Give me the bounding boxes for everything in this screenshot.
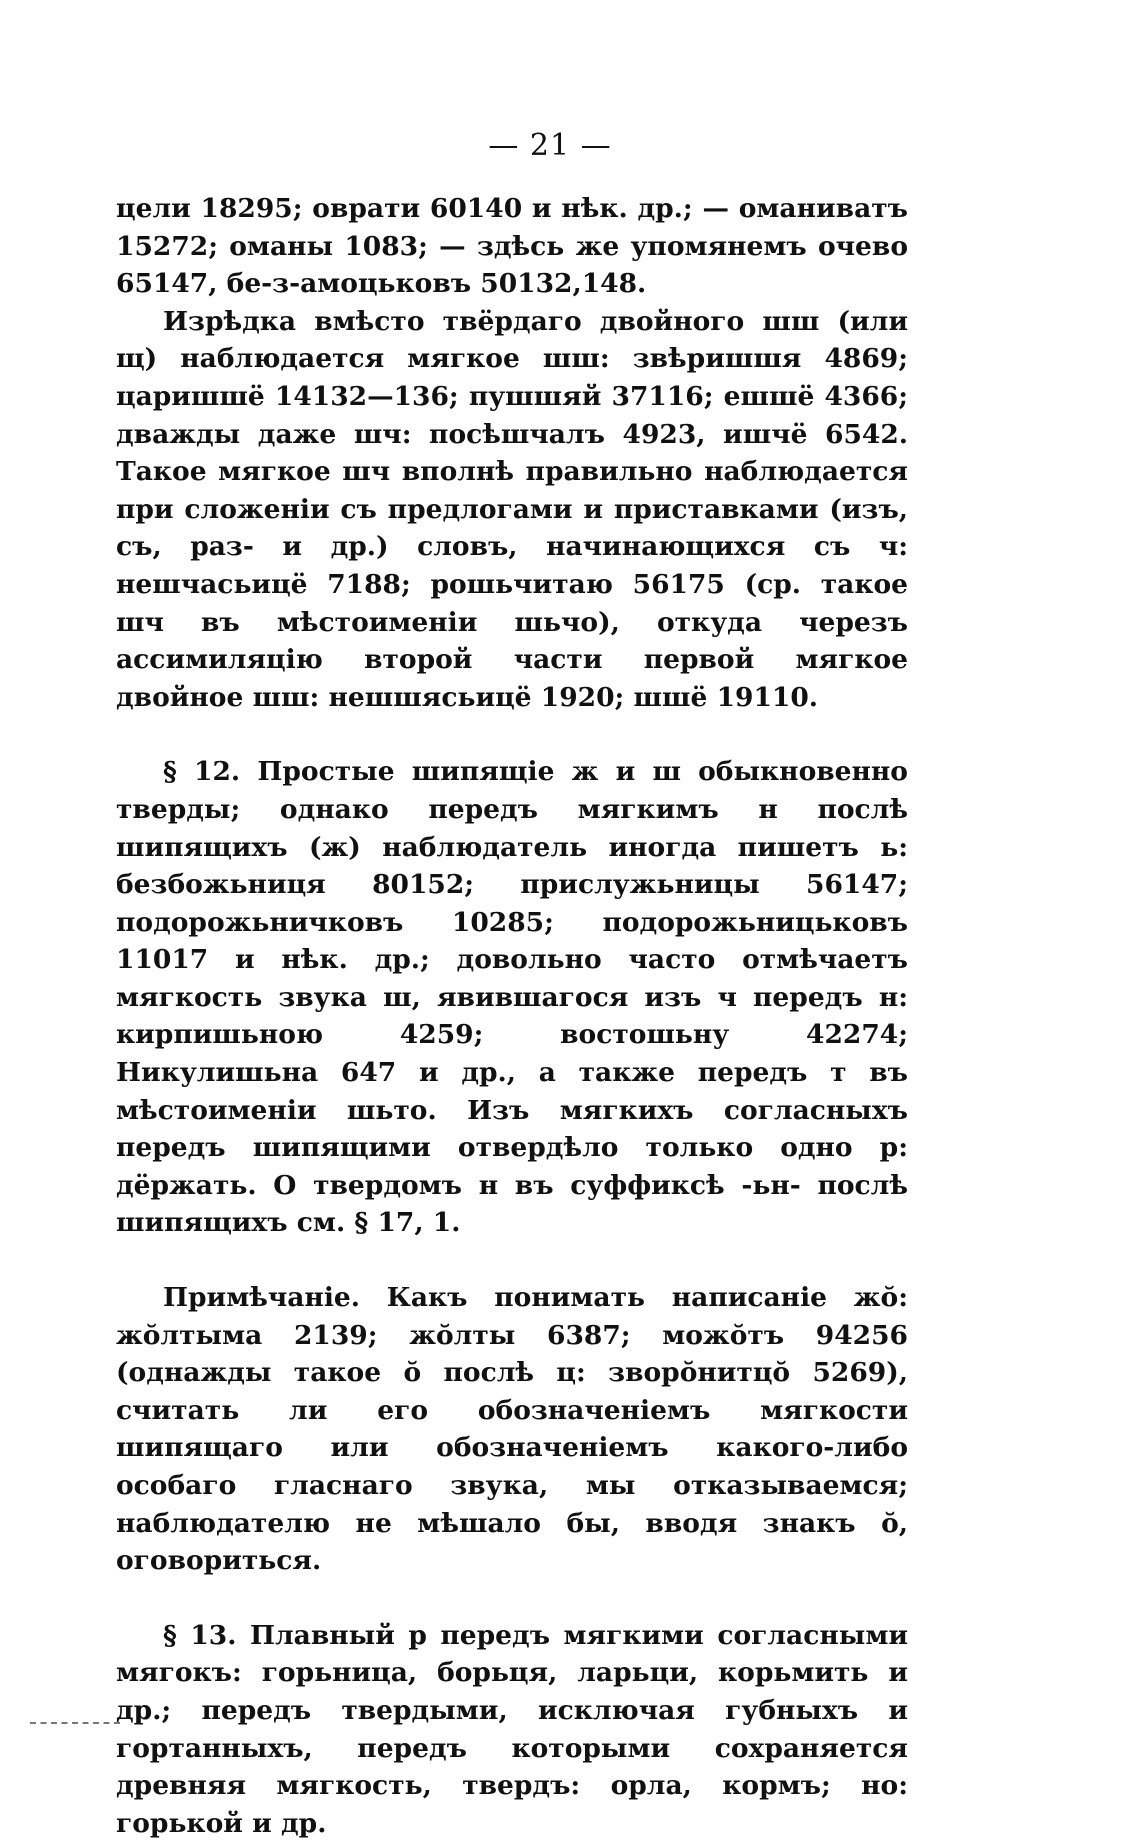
paragraph-1: цели 18295; оврати 60140 и нѣк. др.; — оманиватъ 15272; оманы 1083; — здѣсь же упомянемъ очево 65147, бе-з-амоцьковъ 50132,148.: [116, 193, 908, 300]
paragraph-section-13: § 13. Плавный р передъ мягкими согласными мягокъ: горьница, борьця, ларьци, корьмить и др.; передъ твердыми, исключая губныхъ и гортанныхъ, передъ которыми сохраняется древняя мягкость, твердъ: орла, кормъ; но: горькой и др.: [116, 1619, 908, 1839]
margin-mark: [30, 1722, 120, 1724]
paragraph-section-12: § 12. Простые шипящіе ж и ш обыкновенно тверды; однако передъ мягкимъ н послѣ шипящихъ (ж) наблюдатель иногда пишетъ ь: безбожьниця 80152; прислужьницы 56147; подорожьничковъ 10285; подорожьницьковъ 11017 и нѣк. др.; довольно часто отмѣчаетъ мягкость звука ш, явившагося изъ ч передъ н: кирпишьною 4259; востошьну 42274; Никулишьна 647 и др., а также передъ т въ мѣстоименіи шьто. Изъ мягкихъ согласныхъ передъ шипящими отвердѣло только одно р: дёржать. О твердомъ н въ суффиксѣ -ьн- послѣ шипящихъ см. § 17, 1.: [116, 756, 908, 1239]
paragraph-2: Изрѣдка вмѣсто твёрдаго двойного шш (или щ) наблюдается мягкое шш: звѣришшя 4869; царишшё 14132—136; пушшяй 37116; ешшё 4366; дважды даже шч: посѣшчалъ 4923, ишчё 6542. Такое мягкое шч вполнѣ правильно наблюдается при сложеніи съ предлогами и приставками (изъ, съ, раз- и др.) словъ, начинающихся съ ч: нешчасьицё 7188; рошьчитаю 56175 (ср. такое шч въ мѣстоименіи шьчо), откуда черезъ ассимиляцію второй части первой мягкое двойное шш: нешшясьицё 1920; шшё 19110.: [116, 305, 908, 713]
paragraph-note: Примѣчаніе. Какъ понимать написаніе жŏ: жŏлтыма 2139; жŏлты 6387; можŏтъ 94256 (однажды такое ŏ послѣ ц: зворŏнитцŏ 5269), считать ли его обозначеніемъ мягкости шипящаго или обозначеніемъ какого-либо особаго гласнаго звука, мы отказываемся; наблюдателю не мѣшало бы, вводя знакъ ŏ, оговориться.: [116, 1282, 908, 1577]
text-column: [116, 190, 908, 1842]
page-number: — 21 —: [488, 128, 612, 163]
